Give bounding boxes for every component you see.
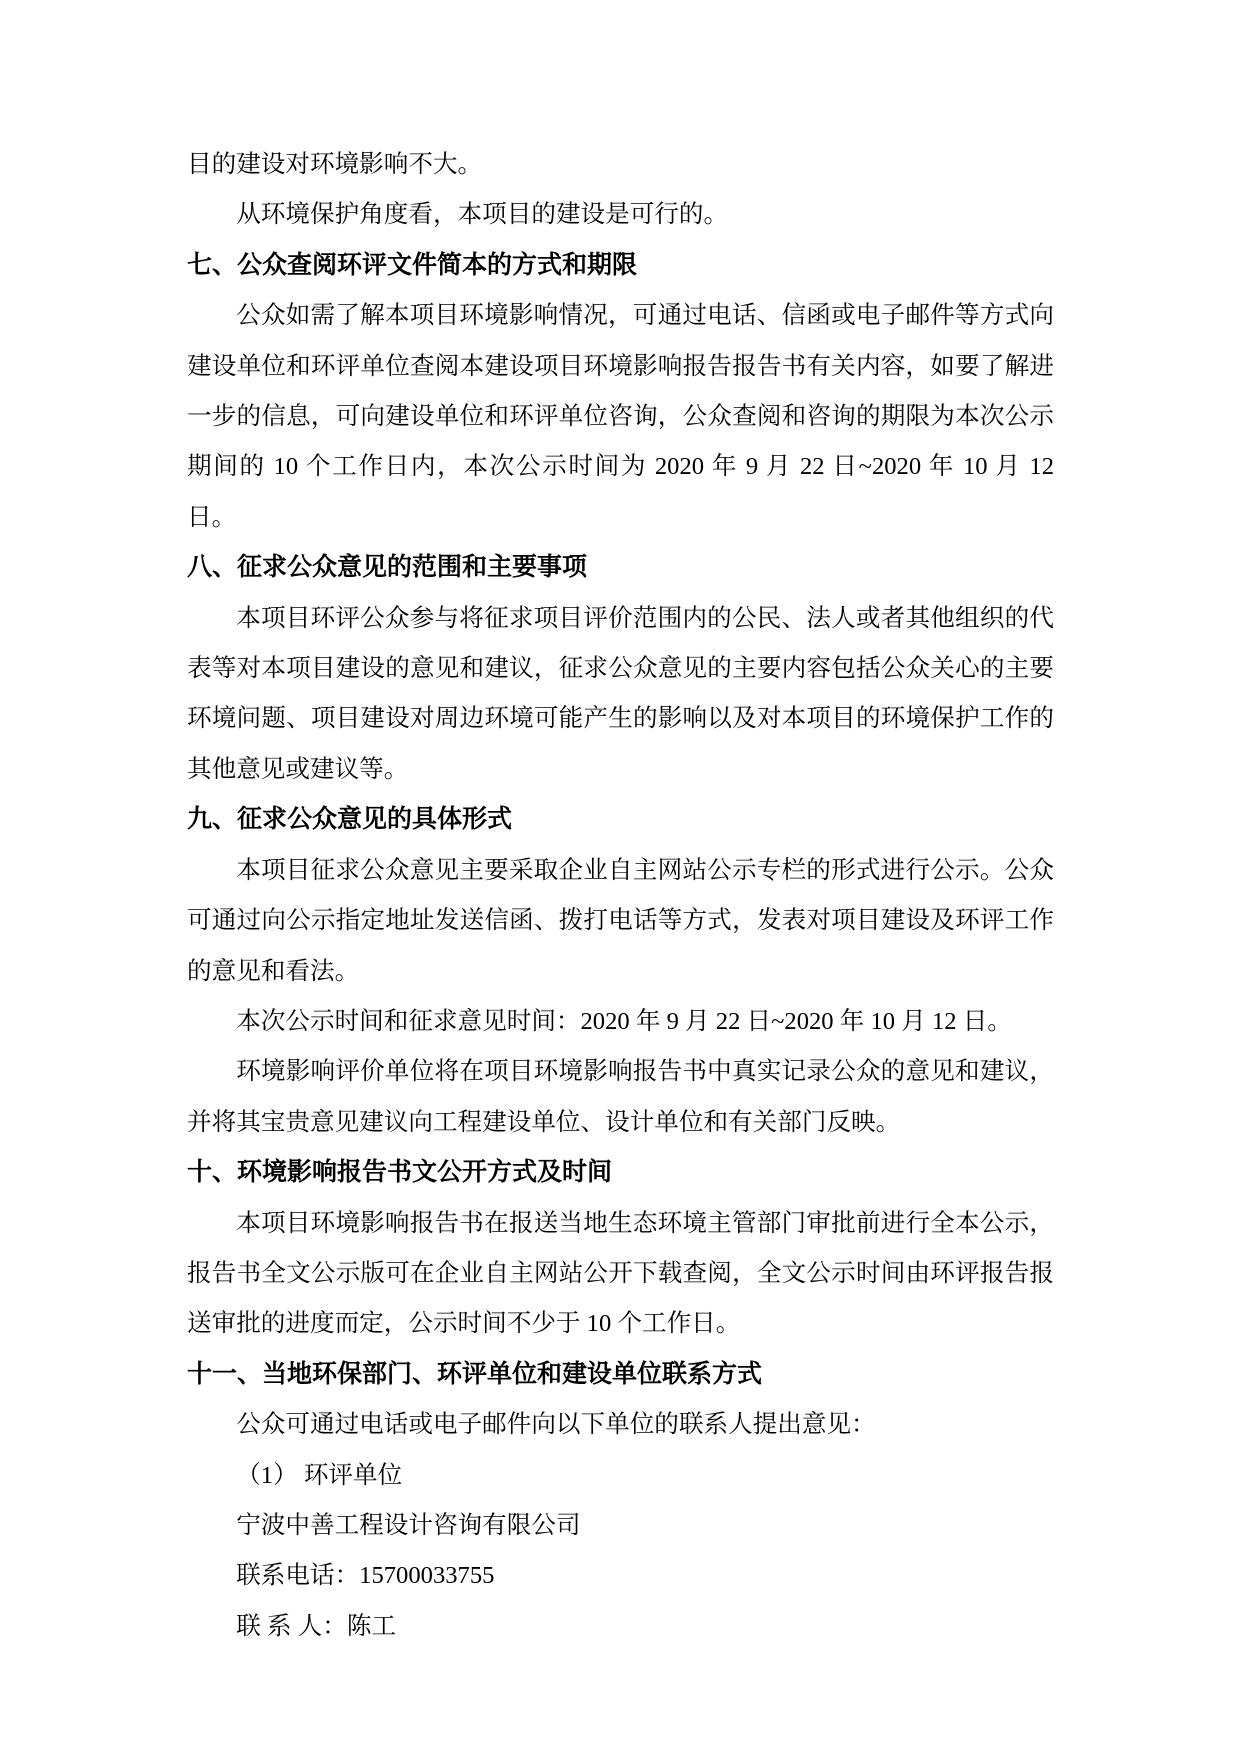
paragraph: 本次公示时间和征求意见时间：2020 年 9 月 22 日~2020 年 10 月 12 日。 xyxy=(236,1007,1012,1035)
paragraph-list-item: （1） 环评单位 xyxy=(236,1461,403,1489)
paragraph: 环境影响评价单位将在项目环境影响报告书中真实记录公众的意见和建议，并将其宝贵意见建议向工程建设单位、设计单位和有关部门反映。 xyxy=(187,1058,1054,1136)
section-heading-10: 十、环境影响报告书文公开方式及时间 xyxy=(187,1159,613,1187)
paragraph: 本项目环境影响报告书在报送当地生态环境主管部门审批前进行全本公示，报告书全文公示版可在企业自主网站公开下载查阅，全文公示时间由环评报告报送审批的进度而定，公示时间不少于 10 个工作日。 xyxy=(187,1209,1054,1338)
section-heading-7: 七、公众查阅环评文件简本的方式和期限 xyxy=(187,251,638,279)
paragraph: 从环境保护角度看，本项目的建设是可行的。 xyxy=(236,201,729,229)
paragraph-company-name: 宁波中善工程设计咨询有限公司 xyxy=(236,1511,581,1539)
paragraph-continuation: 目的建设对环境影响不大。 xyxy=(187,151,483,178)
paragraph: 本项目征求公众意见主要采取企业自主网站公示专栏的形式进行公示。公众可通过向公示指定地址发送信函、拨打电话等方式，发表对项目建设及环评工作的意见和看法。 xyxy=(187,856,1054,985)
section-heading-11: 十一、当地环保部门、环评单位和建设单位联系方式 xyxy=(187,1360,763,1388)
paragraph: 公众如需了解本项目环境影响情况，可通过电话、信函或电子邮件等方式向建设单位和环评单位查阅本建设项目环境影响报告报告书有关内容，如要了解进一步的信息，可向建设单位和环评单位咨询，公众查阅和咨询的期限为本次公示期间的 10 个工作日内，本次公示时间为 2020 年 9 月 22 日~2020 年 10 月 12 日。 xyxy=(187,302,1054,531)
paragraph-contact-person: 联 系 人：陈工 xyxy=(236,1612,397,1640)
document-body xyxy=(187,140,1054,1652)
section-heading-9: 九、征求公众意见的具体形式 xyxy=(187,806,513,834)
paragraph: 公众可通过电话或电子邮件向以下单位的联系人提出意见： xyxy=(236,1411,876,1439)
paragraph-contact-phone: 联系电话：15700033755 xyxy=(236,1562,495,1590)
paragraph: 本项目环评公众参与将征求项目评价范围内的公民、法人或者其他组织的代表等对本项目建设的意见和建议，征求公众意见的主要内容包括公众关心的主要环境问题、项目建设对周边环境可能产生的影响以及对本项目的环境保护工作的其他意见或建议等。 xyxy=(187,604,1054,783)
section-heading-8: 八、征求公众意见的范围和主要事项 xyxy=(187,554,588,582)
